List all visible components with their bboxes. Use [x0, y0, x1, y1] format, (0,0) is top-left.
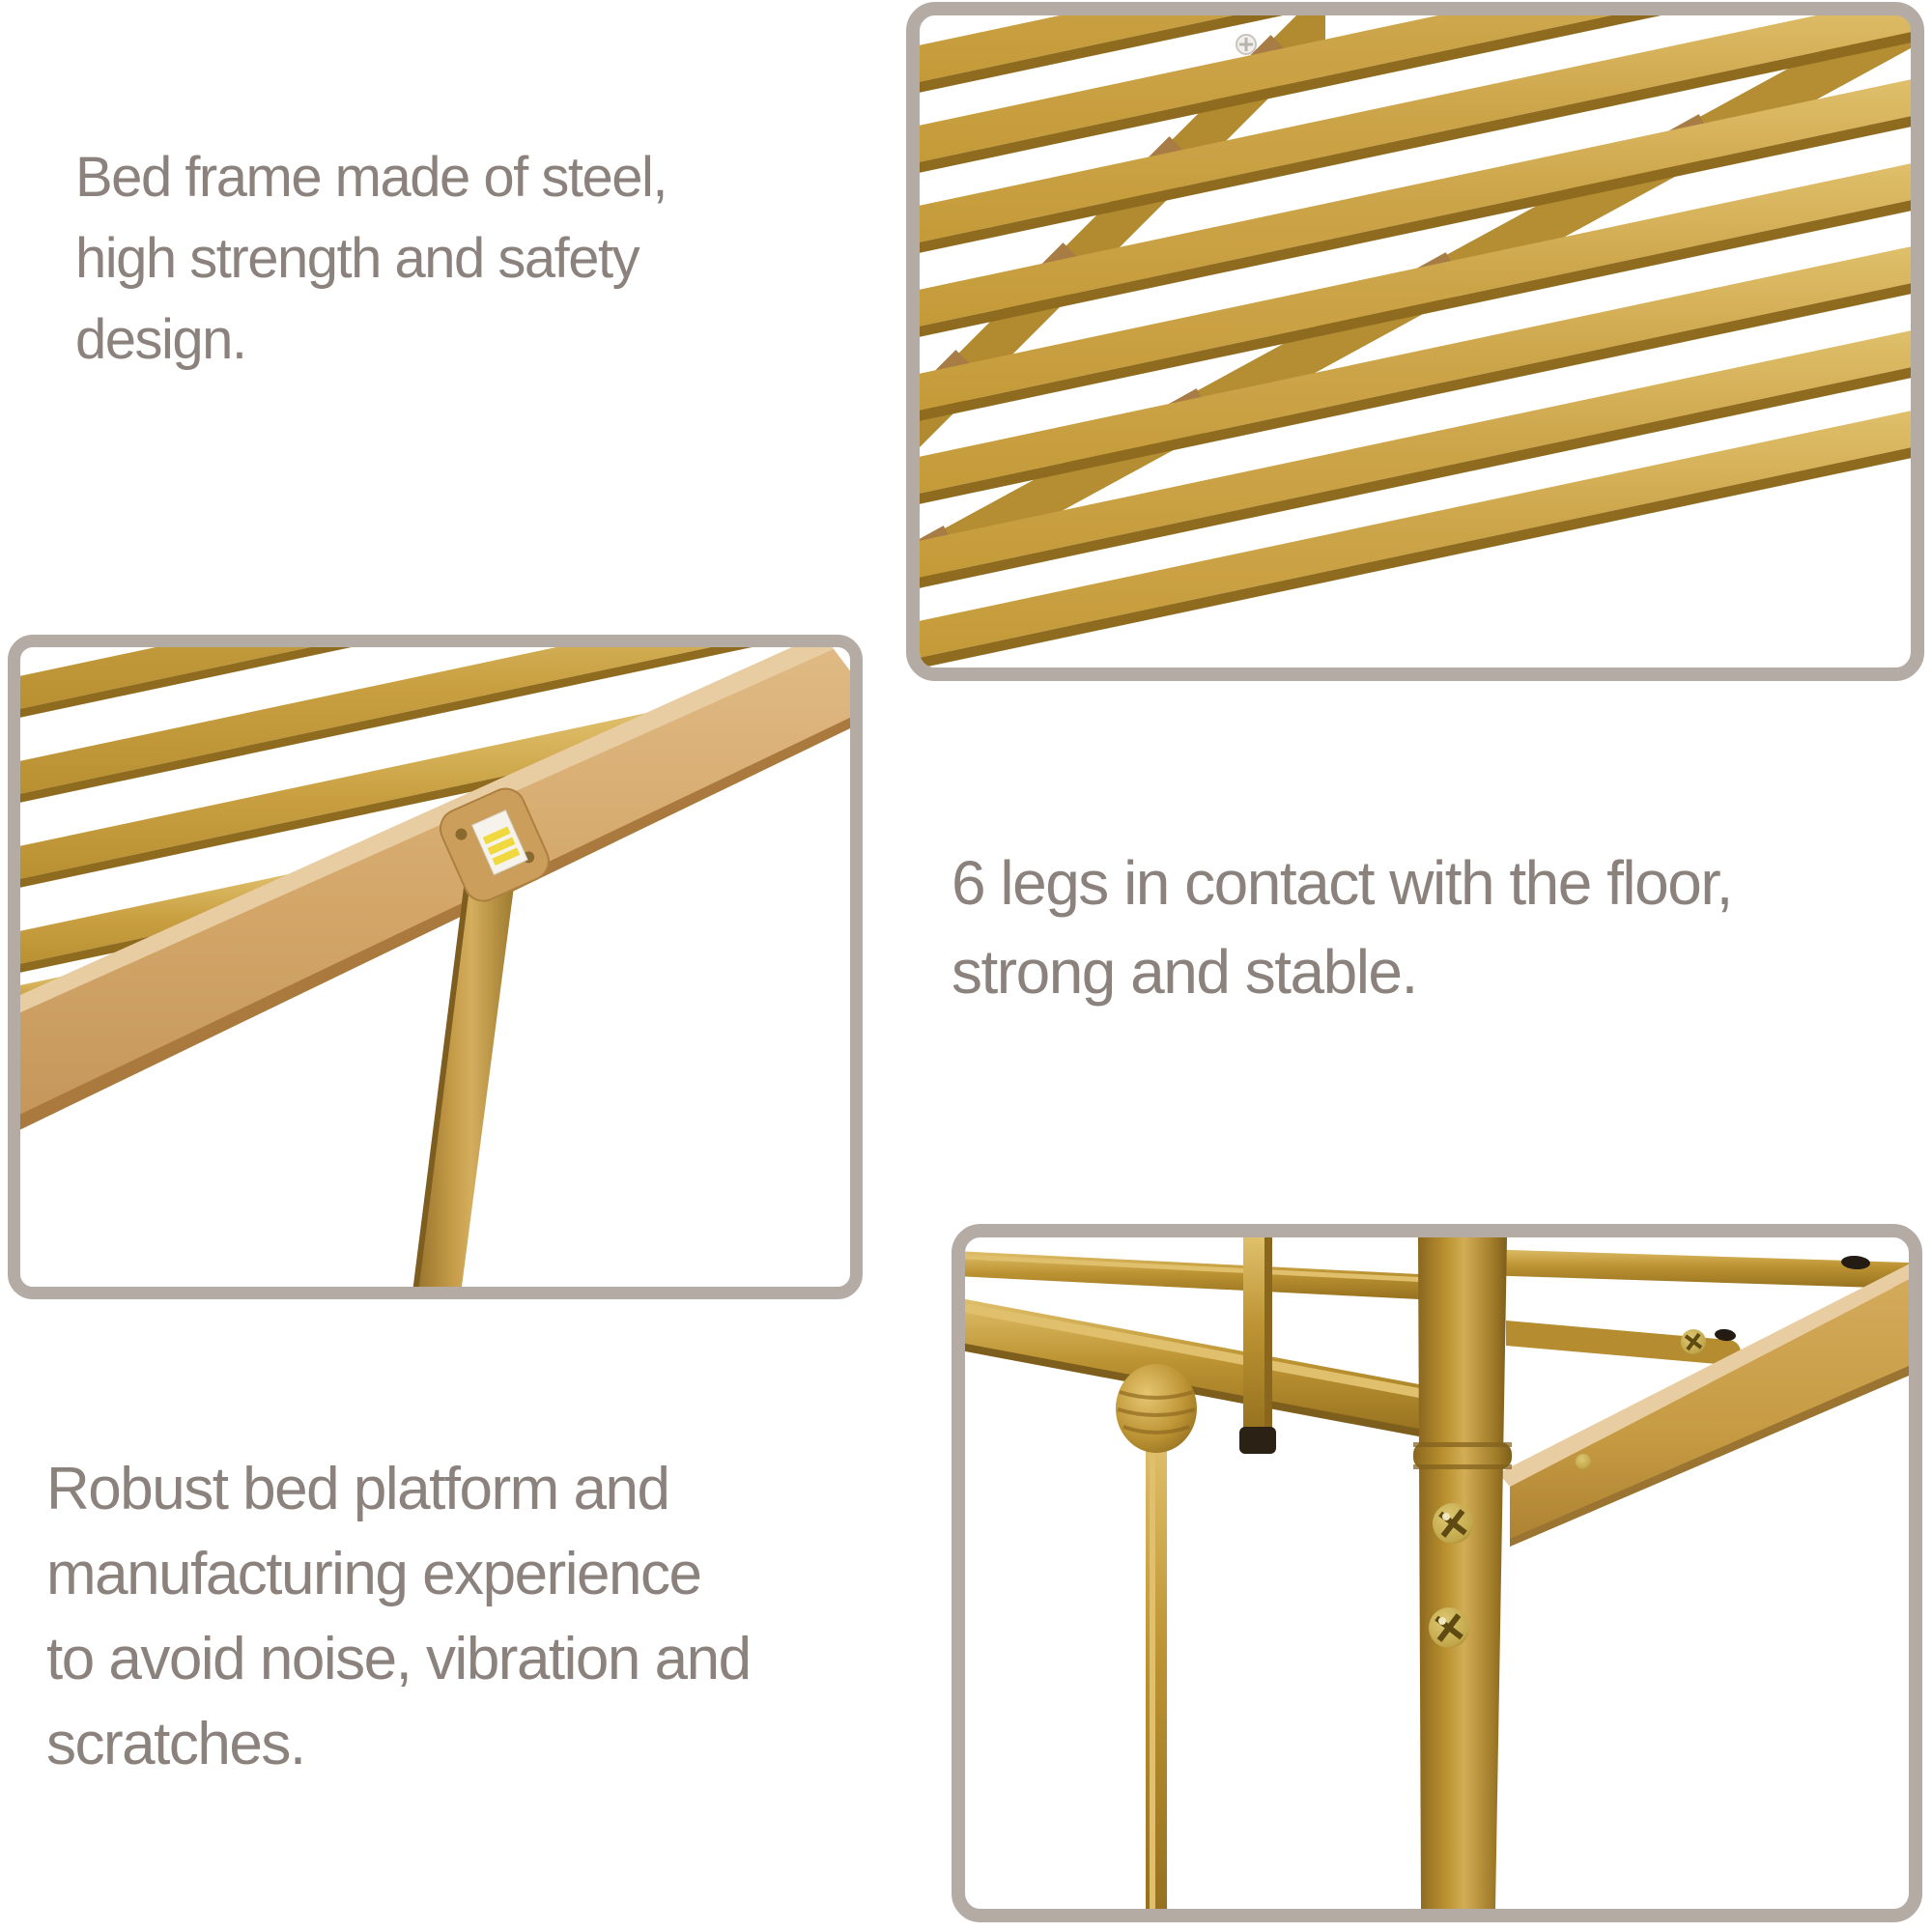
corner-legs-illustration [965, 1237, 1909, 1909]
caption-steel-frame [75, 137, 667, 381]
caption-line: Robust bed platform and [46, 1456, 669, 1522]
photo-side-rail-leg [8, 635, 863, 1299]
square-post [1239, 1237, 1276, 1454]
screw-icon [1236, 35, 1256, 54]
leg-screw [1429, 1607, 1469, 1648]
caption-line: Bed frame made of steel, [75, 146, 667, 209]
photo-corner-legs [952, 1224, 1922, 1922]
caption-line: 6 legs in contact with the floor, [952, 848, 1732, 918]
slat-rail-end [1506, 1321, 1741, 1365]
caption-line: to avoid noise, vibration and [46, 1626, 751, 1692]
corner-leg [1413, 1237, 1512, 1909]
angle-side-rail [1498, 1261, 1909, 1547]
caption-line: high strength and safety [75, 227, 639, 290]
caption-line: strong and stable. [952, 937, 1417, 1007]
caption-line: scratches. [46, 1711, 305, 1777]
footboard-top-rail [965, 1251, 1419, 1299]
leg-joint-sleeve [1413, 1442, 1512, 1469]
side-rail [20, 647, 850, 1139]
slats [920, 15, 1911, 668]
caption-line: design. [75, 308, 246, 371]
caption-robust-platform [46, 1447, 751, 1787]
photo-slats-closeup [906, 2, 1924, 681]
caption-six-legs [952, 838, 1732, 1016]
finial-ball [1116, 1364, 1197, 1453]
finial-spindle [1116, 1364, 1197, 1909]
leg-screw [1433, 1503, 1473, 1544]
caption-line: manufacturing experience [46, 1541, 701, 1607]
side-rail-illustration [20, 647, 850, 1287]
slats-closeup-illustration [920, 15, 1911, 668]
